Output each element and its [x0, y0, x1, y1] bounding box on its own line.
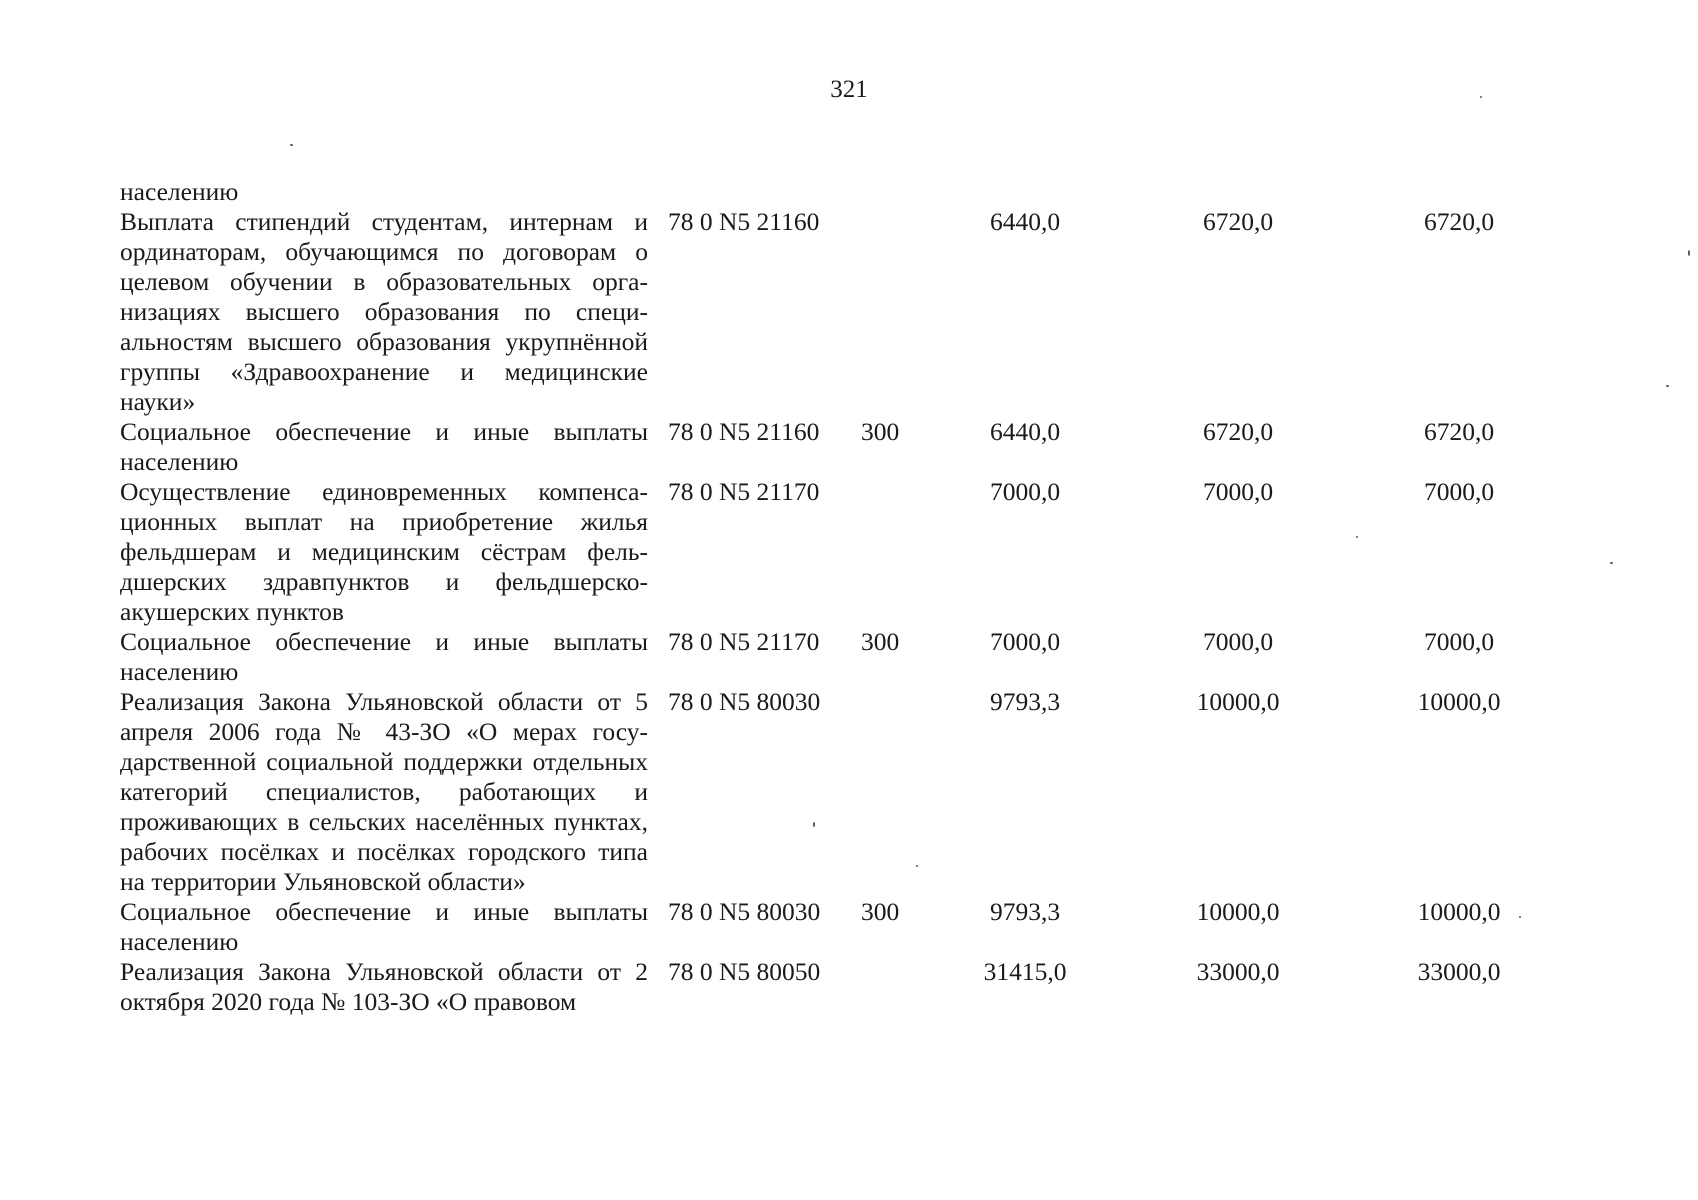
row-amount-year3: 7000,0 — [1423, 627, 1495, 656]
row-target-code: 78 0 N5 80050 — [668, 957, 821, 986]
row-amount-year2: 33000,0 — [1196, 957, 1280, 986]
row-description: Социальное обеспечение и иные выплаты населению — [120, 897, 648, 956]
row-target-code: 78 0 N5 80030 — [668, 687, 821, 716]
row-expense-type: 300 — [861, 627, 900, 656]
table-row — [120, 177, 1540, 207]
row-amount-year1: 7000,0 — [989, 627, 1061, 656]
row-description: Реализация Закона Ульяновской области от 2 октября 2020 года № 103-ЗО «О правовом — [120, 957, 648, 1016]
table-row — [120, 207, 1540, 417]
scan-speck — [1480, 96, 1482, 98]
scan-speck — [916, 865, 918, 867]
scan-speck — [1688, 250, 1690, 256]
row-description: Социальное обеспечение и иные выплаты населению — [120, 627, 648, 686]
row-amount-year3: 10000,0 — [1417, 897, 1501, 926]
table-row — [120, 897, 1540, 957]
row-amount-year2: 6720,0 — [1202, 207, 1274, 236]
scan-speck — [290, 144, 293, 146]
row-amount-year3: 33000,0 — [1417, 957, 1501, 986]
row-description: Социальное обеспечение и иные выплаты населению — [120, 417, 648, 476]
row-amount-year2: 6720,0 — [1202, 417, 1274, 446]
row-amount-year2: 10000,0 — [1196, 897, 1280, 926]
table-row — [120, 417, 1540, 477]
row-target-code: 78 0 N5 21160 — [668, 207, 820, 236]
table-row — [120, 957, 1540, 1017]
scan-speck — [1666, 385, 1669, 387]
row-amount-year1: 6440,0 — [989, 417, 1061, 446]
row-amount-year2: 7000,0 — [1202, 477, 1274, 506]
page-number: 321 — [830, 76, 868, 103]
row-amount-year2: 7000,0 — [1202, 627, 1274, 656]
row-amount-year3: 7000,0 — [1423, 477, 1495, 506]
row-target-code: 78 0 N5 21170 — [668, 627, 820, 656]
row-expense-type: 300 — [861, 897, 900, 926]
row-amount-year2: 10000,0 — [1196, 687, 1280, 716]
row-expense-type: 300 — [861, 417, 900, 446]
row-amount-year1: 31415,0 — [983, 957, 1067, 986]
scan-speck — [1519, 916, 1521, 918]
table-row — [120, 477, 1540, 627]
row-amount-year3: 10000,0 — [1417, 687, 1501, 716]
scan-speck — [1610, 562, 1613, 564]
row-description: Реализация Закона Ульяновской области от 5 апреля 2006 года № 43-ЗО «О мерах государственной социальной поддержки отдельных категорий специалистов, работающих и проживающих в сельских населённых пунктах, рабочих посёлках и посёлках городского типа на территории Ульяновской области» — [120, 687, 648, 896]
scan-speck — [1356, 536, 1358, 538]
row-amount-year1: 9793,3 — [989, 687, 1061, 716]
budget-table — [120, 177, 1540, 1017]
row-target-code: 78 0 N5 80030 — [668, 897, 821, 926]
scan-speck — [813, 822, 815, 827]
row-amount-year3: 6720,0 — [1423, 417, 1495, 446]
table-row — [120, 627, 1540, 687]
row-description: Осуществление единовременных компенсационных выплат на приобретение жилья фельдшерам и медицинским сёстрам фельдшерских здравпунктов и фельдшерско-акушерских пунктов — [120, 477, 648, 626]
row-target-code: 78 0 N5 21170 — [668, 477, 820, 506]
row-amount-year1: 6440,0 — [989, 207, 1061, 236]
row-amount-year1: 9793,3 — [989, 897, 1061, 926]
row-description: населению — [120, 177, 239, 206]
table-row — [120, 687, 1540, 897]
row-amount-year3: 6720,0 — [1423, 207, 1495, 236]
row-amount-year1: 7000,0 — [989, 477, 1061, 506]
row-target-code: 78 0 N5 21160 — [668, 417, 820, 446]
row-description: Выплата стипендий студентам, интернам и ординаторам, обучающимся по договорам о целевом обучении в образовательных организациях высшего образования по специальностям высшего образования укрупнённой группы «Здравоохранение и медицинские науки» — [120, 207, 648, 416]
